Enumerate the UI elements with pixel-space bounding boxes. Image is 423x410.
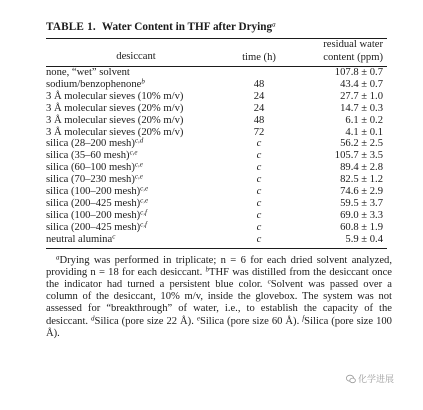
cell-time: c xyxy=(256,138,262,150)
table-row xyxy=(46,198,387,210)
cell-residual-water: 6.1 ± 0.2 xyxy=(345,114,383,126)
desiccant-name: silica (200–425 mesh) xyxy=(46,197,141,209)
desiccant-name: 3 Å molecular sieves (10% m/v) xyxy=(46,90,184,102)
cell-residual-water: 107.8 ± 0.7 xyxy=(334,67,383,78)
cell-time: 24 xyxy=(253,90,265,102)
table-caption xyxy=(46,20,387,34)
desiccant-footnote-mark: c,d xyxy=(134,136,144,145)
desiccant-name: 3 Å molecular sieves (20% m/v) xyxy=(46,102,184,114)
table-page xyxy=(46,20,392,340)
cell-residual-water: 105.7 ± 3.5 xyxy=(334,150,383,162)
water-content-table xyxy=(46,39,387,246)
desiccant-name: none, “wet” solvent xyxy=(46,67,130,78)
cell-desiccant xyxy=(46,198,226,210)
cell-desiccant xyxy=(46,234,226,246)
desiccant-footnote-mark: c,e xyxy=(140,196,149,205)
table-row xyxy=(46,67,387,79)
table-row xyxy=(46,103,387,115)
desiccant-name: 3 Å molecular sieves (20% m/v) xyxy=(46,114,184,126)
cell-time: c xyxy=(256,162,262,174)
desiccant-footnote-mark: c,e xyxy=(129,148,138,157)
desiccant-name: 3 Å molecular sieves (20% m/v) xyxy=(46,126,184,138)
wechat-logo-icon xyxy=(346,374,356,384)
cell-residual-water: 59.5 ± 3.7 xyxy=(340,197,383,209)
desiccant-name: silica (60–100 mesh) xyxy=(46,162,135,174)
cell-time: c xyxy=(256,221,262,233)
cell-residual-water: 27.7 ± 1.0 xyxy=(340,90,383,102)
cell-time: c xyxy=(256,150,262,162)
watermark xyxy=(346,372,394,385)
footnote-c-text: Solvent was passed over a column of the desiccant, 10% m/v, inside the glovebox. The system was not assessed for “breakthrough” of water, i.e., to establish the capacity of the desiccant. xyxy=(46,279,392,327)
header-desiccant: desiccant xyxy=(116,50,156,62)
cell-desiccant xyxy=(46,79,226,91)
table-row xyxy=(46,138,387,150)
header-residual xyxy=(292,39,387,64)
table-title: Water Content in THF after Drying xyxy=(101,21,273,33)
desiccant-name: sodium/benzophenone xyxy=(46,78,142,90)
cell-residual-water: 74.6 ± 2.9 xyxy=(340,186,383,198)
cell-time: c xyxy=(256,197,262,209)
desiccant-footnote-mark: c,e xyxy=(140,184,149,193)
table-footnotes xyxy=(46,255,392,340)
cell-time: 24 xyxy=(253,102,265,114)
footnote-a-text: Drying was performed in triplicate; n = 6 for each dried solvent analyzed, providing n = 18 for each desiccant. xyxy=(46,254,392,278)
cell-time: c xyxy=(256,209,262,221)
footnote-d-text: Silica (pore size 22 Å). xyxy=(94,315,197,327)
cell-residual-water: 69.0 ± 3.3 xyxy=(340,209,383,221)
table-title-footnote-mark: a xyxy=(272,20,276,29)
cell-desiccant xyxy=(46,115,226,127)
table-row xyxy=(46,127,387,139)
footnote-b-mark: b xyxy=(205,265,210,274)
table-row xyxy=(46,91,387,103)
desiccant-footnote-mark: b xyxy=(141,77,145,86)
desiccant-name: silica (100–200 mesh) xyxy=(46,186,141,198)
cell-residual-water: 82.5 ± 1.2 xyxy=(340,174,383,186)
cell-time: c xyxy=(256,186,262,198)
cell-residual-water: 60.8 ± 1.9 xyxy=(340,221,383,233)
table-row xyxy=(46,210,387,222)
cell-desiccant xyxy=(46,210,226,222)
cell-desiccant xyxy=(46,174,226,186)
desiccant-footnote-mark: c,e xyxy=(134,172,143,181)
footnote-f-mark: f xyxy=(302,314,305,323)
footnote-d-mark: d xyxy=(91,314,95,323)
cell-desiccant xyxy=(46,103,226,115)
cell-time: c xyxy=(256,233,262,245)
cell-time: 72 xyxy=(253,126,265,138)
header-residual-line1: residual water xyxy=(323,39,383,50)
table-row xyxy=(46,162,387,174)
table-row xyxy=(46,150,387,162)
cell-desiccant xyxy=(46,186,226,198)
header-time: time (h) xyxy=(242,51,276,63)
cell-residual-water: 14.7 ± 0.3 xyxy=(340,102,383,114)
cell-time: c xyxy=(256,174,262,186)
header-residual-line2: content (ppm) xyxy=(323,51,383,63)
cell-residual-water: 4.1 ± 0.1 xyxy=(345,126,383,138)
desiccant-footnote-mark: c,e xyxy=(134,160,143,169)
desiccant-name: silica (200–425 mesh) xyxy=(46,221,141,233)
table-row xyxy=(46,79,387,91)
footnote-paragraph xyxy=(46,255,392,340)
cell-time: 48 xyxy=(253,114,265,126)
bottom-rule xyxy=(46,248,387,249)
desiccant-name: silica (70–230 mesh) xyxy=(46,174,135,186)
desiccant-footnote-mark: c,f xyxy=(140,220,147,229)
desiccant-name: silica (28–200 mesh) xyxy=(46,138,135,150)
table-row xyxy=(46,115,387,127)
footnote-e-mark: e xyxy=(196,314,200,323)
footnote-f-text: Silica (pore size 100 Å). xyxy=(46,315,392,339)
table-row xyxy=(46,234,387,246)
cell-residual-water: 5.9 ± 0.4 xyxy=(345,233,383,245)
footnote-c-mark: c xyxy=(267,277,271,286)
table-label: TABLE 1. xyxy=(46,21,96,33)
table-row xyxy=(46,222,387,234)
desiccant-footnote-mark: c,f xyxy=(140,208,147,217)
desiccant-name: silica (35–60 mesh) xyxy=(46,150,130,162)
cell-residual-water: 89.4 ± 2.8 xyxy=(340,162,383,174)
desiccant-footnote-mark: c xyxy=(112,232,116,241)
table-row xyxy=(46,174,387,186)
cell-desiccant xyxy=(46,91,226,103)
table-body xyxy=(46,67,387,246)
footnote-b-text: THF was distilled from the desiccant once the indicator had turned a persistent blue color. xyxy=(46,266,392,290)
table-row xyxy=(46,186,387,198)
cell-time: 48 xyxy=(253,78,265,90)
desiccant-name: silica (100–200 mesh) xyxy=(46,209,141,221)
cell-residual-water: 56.2 ± 2.5 xyxy=(340,138,383,150)
cell-desiccant xyxy=(46,67,226,79)
desiccant-name: neutral alumina xyxy=(46,233,113,245)
table-header-row xyxy=(46,39,387,64)
cell-desiccant xyxy=(46,222,226,234)
cell-residual-water: 43.4 ± 0.7 xyxy=(340,78,383,90)
cell-time xyxy=(226,67,292,79)
footnote-e-text: Silica (pore size 60 Å). xyxy=(199,315,303,327)
watermark-text: 化学进展 xyxy=(358,375,395,385)
footnote-a-mark: a xyxy=(56,253,60,262)
